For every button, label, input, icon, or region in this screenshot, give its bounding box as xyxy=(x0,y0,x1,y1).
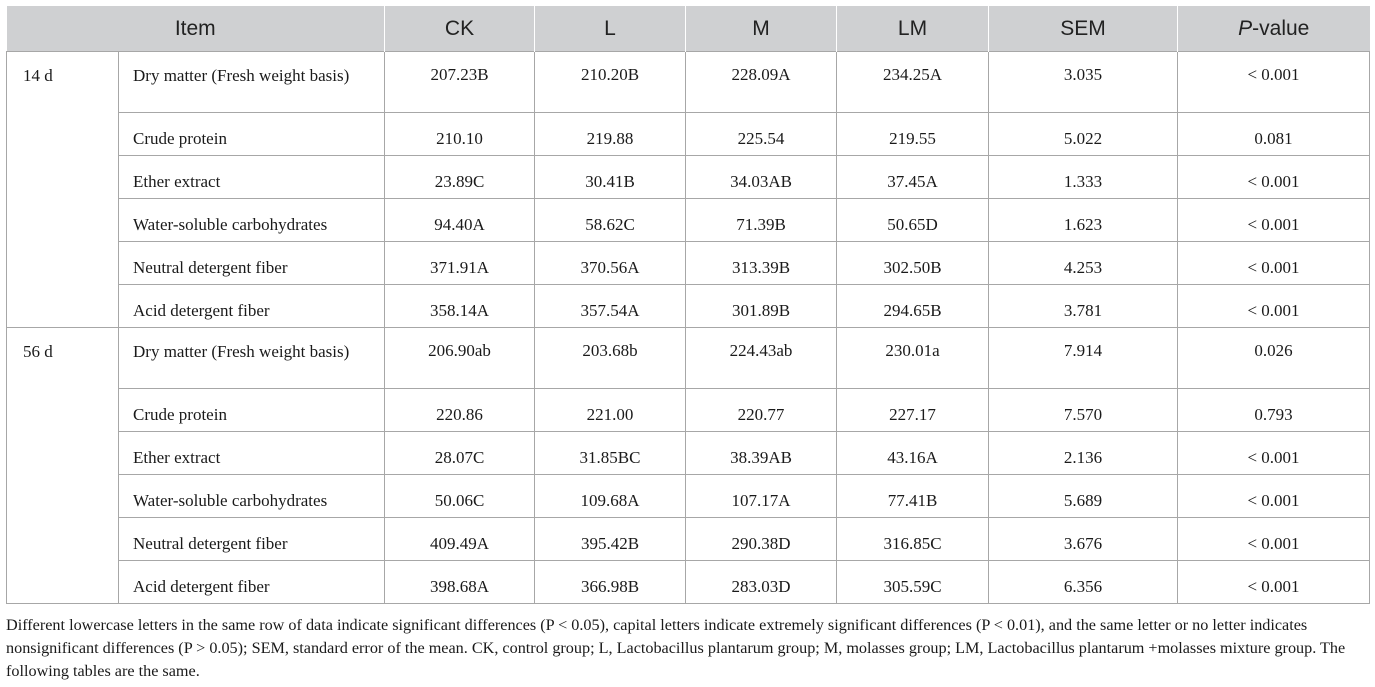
row-item: Dry matter (Fresh weight basis) xyxy=(119,52,385,113)
header-row xyxy=(7,6,1370,52)
cell-lm: 77.41B xyxy=(837,475,989,518)
cell-sem: 7.914 xyxy=(989,328,1178,389)
cell-m: 301.89B xyxy=(686,285,837,328)
cell-lm: 227.17 xyxy=(837,389,989,432)
cell-p: 0.026 xyxy=(1178,328,1370,389)
cell-lm: 294.65B xyxy=(837,285,989,328)
cell-ck: 398.68A xyxy=(385,561,535,604)
table-row xyxy=(7,285,1370,328)
cell-m: 313.39B xyxy=(686,242,837,285)
table-row xyxy=(7,432,1370,475)
cell-m: 228.09A xyxy=(686,52,837,113)
cell-lm: 316.85C xyxy=(837,518,989,561)
cell-ck: 371.91A xyxy=(385,242,535,285)
row-item: Neutral detergent fiber xyxy=(119,518,385,561)
cell-lm: 43.16A xyxy=(837,432,989,475)
cell-p: 0.793 xyxy=(1178,389,1370,432)
row-item: Crude protein xyxy=(119,389,385,432)
cell-ck: 210.10 xyxy=(385,113,535,156)
table-footnote: Different lowercase letters in the same row of data indicate significant differences (P < 0.05), capital letters indicate extremely significant differences (P < 0.01), and the same letter or no letter indicates nonsignificant differences (P > 0.05); SEM, standard error of the mean. CK, control group; L, Lactobacillus plantarum group; M, molasses group; LM, Lactobacillus plantarum +molasses mixture group. The following tables are the same. xyxy=(6,616,1346,680)
row-item: Neutral detergent fiber xyxy=(119,242,385,285)
cell-sem: 3.781 xyxy=(989,285,1178,328)
table-row xyxy=(7,518,1370,561)
cell-lm: 37.45A xyxy=(837,156,989,199)
cell-l: 221.00 xyxy=(535,389,686,432)
cell-m: 220.77 xyxy=(686,389,837,432)
header-p-italic: P xyxy=(1238,16,1253,40)
cell-m: 225.54 xyxy=(686,113,837,156)
cell-sem: 5.022 xyxy=(989,113,1178,156)
cell-l: 370.56A xyxy=(535,242,686,285)
cell-p: < 0.001 xyxy=(1178,52,1370,113)
cell-lm: 50.65D xyxy=(837,199,989,242)
cell-m: 283.03D xyxy=(686,561,837,604)
cell-sem: 3.035 xyxy=(989,52,1178,113)
cell-ck: 23.89C xyxy=(385,156,535,199)
cell-p: < 0.001 xyxy=(1178,156,1370,199)
header-l: L xyxy=(535,6,686,52)
table-row xyxy=(7,156,1370,199)
header-m: M xyxy=(686,6,837,52)
table-container xyxy=(6,6,1369,604)
cell-lm: 302.50B xyxy=(837,242,989,285)
table-row xyxy=(7,113,1370,156)
table-row xyxy=(7,475,1370,518)
cell-l: 31.85BC xyxy=(535,432,686,475)
cell-sem: 1.623 xyxy=(989,199,1178,242)
cell-p: < 0.001 xyxy=(1178,432,1370,475)
cell-m: 38.39AB xyxy=(686,432,837,475)
data-table xyxy=(6,6,1370,604)
row-item: Acid detergent fiber xyxy=(119,285,385,328)
cell-ck: 358.14A xyxy=(385,285,535,328)
header-item: Item xyxy=(7,6,385,52)
cell-ck: 206.90ab xyxy=(385,328,535,389)
cell-lm: 234.25A xyxy=(837,52,989,113)
cell-m: 71.39B xyxy=(686,199,837,242)
cell-sem: 1.333 xyxy=(989,156,1178,199)
row-item: Acid detergent fiber xyxy=(119,561,385,604)
cell-m: 290.38D xyxy=(686,518,837,561)
cell-l: 30.41B xyxy=(535,156,686,199)
cell-l: 203.68b xyxy=(535,328,686,389)
row-item: Water-soluble carbohydrates xyxy=(119,199,385,242)
cell-l: 109.68A xyxy=(535,475,686,518)
row-item: Ether extract xyxy=(119,156,385,199)
row-item: Water-soluble carbohydrates xyxy=(119,475,385,518)
cell-lm: 230.01a xyxy=(837,328,989,389)
cell-p: < 0.001 xyxy=(1178,242,1370,285)
table-row xyxy=(7,52,1370,113)
row-item: Crude protein xyxy=(119,113,385,156)
table-body xyxy=(7,52,1370,604)
cell-p: < 0.001 xyxy=(1178,285,1370,328)
table-row xyxy=(7,242,1370,285)
cell-sem: 5.689 xyxy=(989,475,1178,518)
header-p-value xyxy=(1178,6,1370,52)
cell-l: 366.98B xyxy=(535,561,686,604)
cell-m: 224.43ab xyxy=(686,328,837,389)
cell-ck: 28.07C xyxy=(385,432,535,475)
cell-sem: 7.570 xyxy=(989,389,1178,432)
row-item: Dry matter (Fresh weight basis) xyxy=(119,328,385,389)
cell-m: 34.03AB xyxy=(686,156,837,199)
cell-lm: 219.55 xyxy=(837,113,989,156)
group-label: 56 d xyxy=(7,328,119,604)
cell-ck: 94.40A xyxy=(385,199,535,242)
cell-l: 58.62C xyxy=(535,199,686,242)
cell-sem: 4.253 xyxy=(989,242,1178,285)
header-p-rest: -value xyxy=(1252,16,1310,40)
cell-lm: 305.59C xyxy=(837,561,989,604)
cell-ck: 207.23B xyxy=(385,52,535,113)
cell-sem: 3.676 xyxy=(989,518,1178,561)
cell-sem: 2.136 xyxy=(989,432,1178,475)
header-lm: LM xyxy=(837,6,989,52)
cell-l: 210.20B xyxy=(535,52,686,113)
cell-l: 357.54A xyxy=(535,285,686,328)
table-row xyxy=(7,389,1370,432)
cell-p: < 0.001 xyxy=(1178,199,1370,242)
cell-sem: 6.356 xyxy=(989,561,1178,604)
cell-ck: 50.06C xyxy=(385,475,535,518)
table-row xyxy=(7,199,1370,242)
cell-ck: 220.86 xyxy=(385,389,535,432)
group-label: 14 d xyxy=(7,52,119,328)
cell-l: 395.42B xyxy=(535,518,686,561)
table-row xyxy=(7,328,1370,389)
header-ck: CK xyxy=(385,6,535,52)
cell-p: < 0.001 xyxy=(1178,518,1370,561)
cell-p: < 0.001 xyxy=(1178,475,1370,518)
cell-l: 219.88 xyxy=(535,113,686,156)
header-sem: SEM xyxy=(989,6,1178,52)
cell-ck: 409.49A xyxy=(385,518,535,561)
cell-p: < 0.001 xyxy=(1178,561,1370,604)
cell-m: 107.17A xyxy=(686,475,837,518)
table-row xyxy=(7,561,1370,604)
row-item: Ether extract xyxy=(119,432,385,475)
cell-p: 0.081 xyxy=(1178,113,1370,156)
